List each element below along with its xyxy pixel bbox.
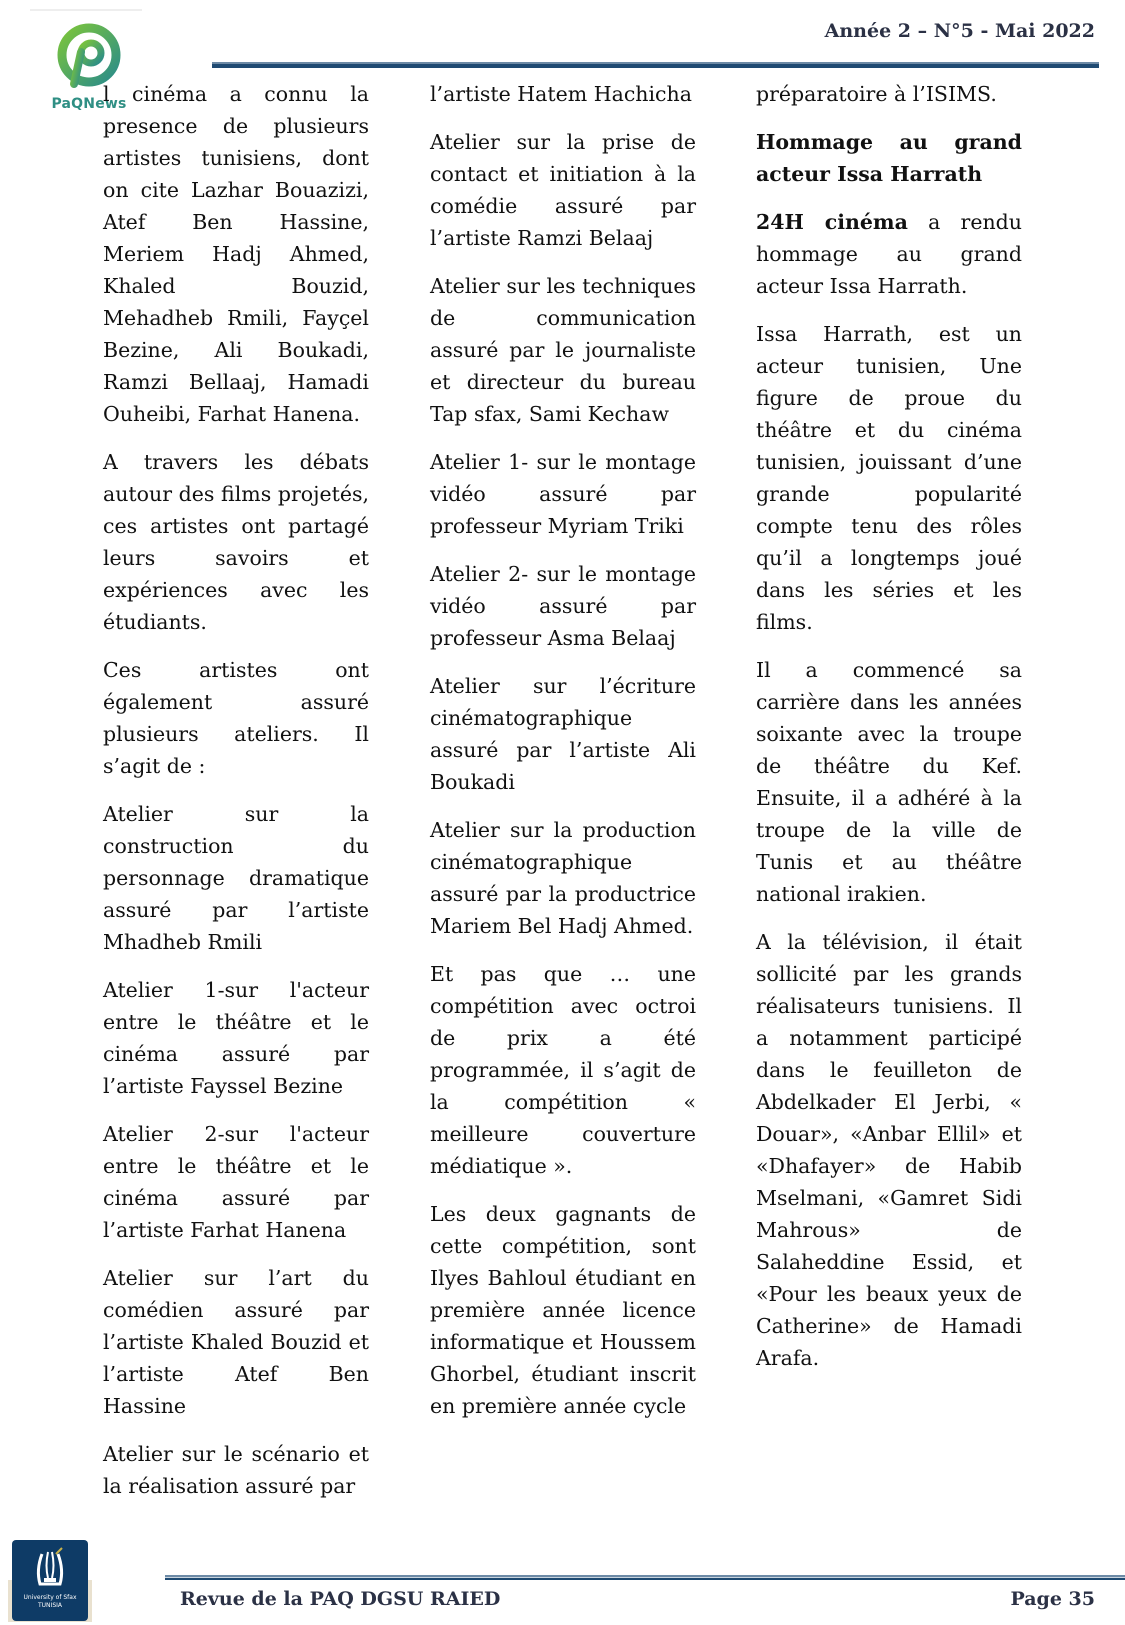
- paragraph: préparatoire à l’ISIMS.: [756, 82, 997, 106]
- header-rule: [212, 62, 1099, 68]
- paragraph: Atelier 1-sur l'acteur entre le théâtre et le cinéma assuré par l’artiste Fayssel Bezine: [103, 978, 369, 1098]
- paragraph: Il a commencé sa carrière dans les années soixante avec la troupe de théâtre du Kef. Ensuite, il a adhéré à la troupe de la ville de Tunis et au théâtre national irakien.: [756, 658, 1022, 906]
- paragraph: Atelier sur l’art du comédien assuré par l’artiste Khaled Bouzid et l’artiste Atef Ben Hassine: [103, 1266, 369, 1418]
- paragraph: Atelier sur l’écriture cinématographique assuré par l’artiste Ali Boukadi: [430, 674, 696, 794]
- publication-title: Revue de la PAQ DGSU RAIED: [180, 1588, 501, 1610]
- top-faint-line: [30, 9, 142, 11]
- paragraph: Ces artistes ont également assuré plusieurs ateliers. Il s’agit de :: [103, 658, 369, 778]
- column-2: [430, 78, 696, 1438]
- issue-header: Année 2 – N°5 - Mai 2022: [824, 20, 1095, 42]
- paragraph: l’artiste Hatem Hachicha: [430, 82, 692, 106]
- footer-rule: [165, 1575, 1125, 1581]
- paragraph: A travers les débats autour des films projetés, ces artistes ont partagé leurs savoirs et expériences avec les étudiants.: [103, 450, 369, 634]
- paragraph: l cinéma a connu la presence de plusieurs artistes tunisiens, dont on cite Lazhar Bouazizi, Atef Ben Hassine, Meriem Hadj Ahmed, Khaled Bouzid, Mehadheb Rmili, Fayçel Bezine, Ali Boukadi, Ramzi Bellaaj, Hamadi Ouheibi, Farhat Hanena.: [103, 82, 369, 426]
- paragraph: Atelier 2-sur l'acteur entre le théâtre et le cinéma assuré par l’artiste Farhat Hanena: [103, 1122, 369, 1242]
- paqnews-logo-text: PaQNews: [51, 96, 127, 112]
- paragraph: Atelier sur la construction du personnage dramatique assuré par l’artiste Mhadheb Rmili: [103, 802, 369, 954]
- paragraph: Issa Harrath, est un acteur tunisien, Une figure de proue du théâtre et du cinéma tunisien, jouissant d’une grande popularité compte tenu des rôles qu’il a longtemps joué dans les séries et les films.: [756, 322, 1022, 634]
- paragraph: A la télévision, il était sollicité par les grands réalisateurs tunisiens. Il a notamment participé dans le feuilleton de Abdelkader El Jerbi, « Douar», «Anbar Ellil» et «Dhafayer» de Habib Mselmani, «Gamret Sidi Mahrous» de Salaheddine Essid, et «Pour les beaux yeux de Catherine» de Hamadi Arafa.: [756, 930, 1022, 1370]
- university-emblem-icon: [12, 1540, 88, 1592]
- bold-lead: 24H cinéma: [756, 210, 908, 234]
- paragraph: Atelier 1- sur le montage vidéo assuré par professeur Myriam Triki: [430, 450, 696, 538]
- paragraph: Atelier sur le scénario et la réalisation assuré par: [103, 1442, 369, 1498]
- paragraph: [756, 206, 1022, 302]
- paragraph: Et pas que … une compétition avec octroi de prix a été programmée, il s’agit de la compétition « meilleure couverture médiatique ».: [430, 962, 696, 1178]
- column-3: [756, 78, 1022, 1390]
- page-number: Page 35: [1010, 1588, 1095, 1610]
- paragraph: Atelier sur la prise de contact et initiation à la comédie assuré par l’artiste Ramzi Belaaj: [430, 130, 696, 250]
- paragraph: Atelier sur les techniques de communication assuré par le journaliste et directeur du bureau Tap sfax, Sami Kechaw: [430, 274, 696, 426]
- university-logo: [8, 1540, 93, 1622]
- paragraph: Les deux gagnants de cette compétition, sont Ilyes Bahloul étudiant en première année licence informatique et Houssem Ghorbel, étudiant inscrit en première année cycle: [430, 1202, 696, 1418]
- section-heading: Hommage au grand acteur Issa Harrath: [756, 130, 1022, 186]
- paragraph: Atelier 2- sur le montage vidéo assuré par professeur Asma Belaaj: [430, 562, 696, 650]
- paragraph-text: a rendu hommage au grand acteur Issa Harrath.: [756, 210, 1023, 298]
- university-logo-box: [12, 1540, 88, 1621]
- university-name: University of Sfax TUNISIA: [23, 1594, 77, 1609]
- column-1: [103, 78, 369, 1518]
- paragraph: Atelier sur la production cinématographique assuré par la productrice Mariem Bel Hadj Ahmed.: [430, 818, 696, 938]
